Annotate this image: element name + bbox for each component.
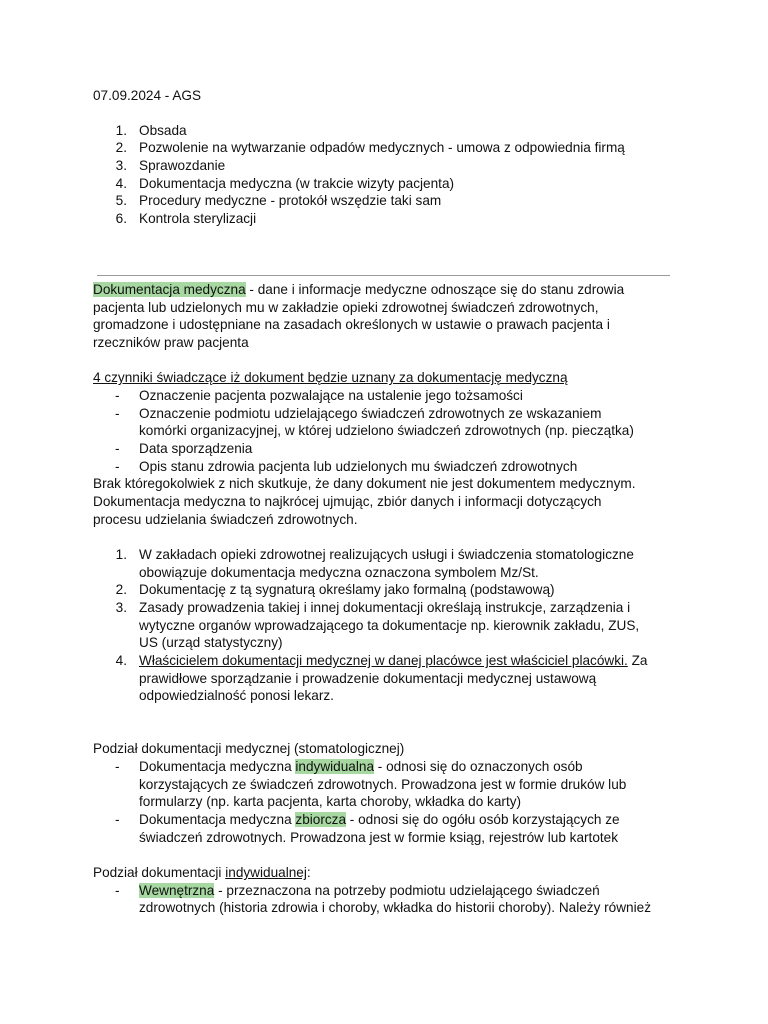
section-heading: 4 czynniki świadczące iż dokument będzie uznany za dokumentację medyczną [93, 370, 568, 385]
highlighted-term: Wewnętrzna [139, 883, 215, 898]
highlighted-term: zbiorcza [295, 812, 347, 827]
page-title: 07.09.2024 - AGS [93, 88, 202, 103]
highlighted-term: indywidualna [295, 759, 375, 774]
section-heading: Podział dokumentacji medycznej (stomatologicznej) [93, 741, 405, 756]
document-page: 07.09.2024 - AGS 1. Obsada 2. Pozwolenie na wytwarzanie odpadów medycznych - umowa z odpowiednia firmą 3. Sprawozdanie 4. Dokumentacja medyczna (w trakcie wizyty pacjenta) 5. Procedury medyczne - protokół wszędzie taki sam 6. Kontrola sterylizacji Dokumentacja medyczna - dane i informacje medyczne odnoszące się do stanu zdrowia pacjenta lub udzielonych mu w zakładzie opieki zdrowotnej świadczeń zdrowotnych, gromadzone i udostępniane na zasadach określonych w ustawie o prawach pacjenta i rzeczników praw pacjenta 4 czynniki świadczące iż dokument będzie uznany za dokumentację medyczną - Oznaczenie pacjenta pozwalające na ustalenie jego tożsamości - Oznaczenie podmiotu udzielającego świadczeń zdrowotnych ze wskazaniem komórki organizacyjnej, w której udzielono świadczeń zdrowotnych (np. pieczątka) - Data sporządzenia - Opis stanu zdrowia pacjenta lub udzielonych mu świadczeń zdrowotnych Brak któregokolwiek z nich skutkuje, że dany dokument nie jest dokumentem medycznym. Dokumentacja medyczna to najkrócej ujmując, zbiór danych i informacji dotyczących procesu udzielania świadczeń zdrowotnych. 1. W zakładach opieki zdrowotnej realizujących usługi i świadczenia stomatologiczne obowiązuje dokumentacja medyczna oznaczona symbolem Mz/St. 2. Dokumentację z tą sygnaturą określamy jako formalną (podstawową) 3. Zasady prowadzenia takiej i innej dokumentacji określają instrukcje, zarządzenia i wytyczne organów wprowadzającego ta dokumentacje np. kierownik zakładu, ZUS, US (urząd statystyczny) 4. Właścicielem dokumentacji medycznej w danej placówce jest właściciel placówki. Za prawidłowe sporządzanie i prowadzenie dokumentacji medycznej ustawową odpowiedzialność ponosi lekarz. Podział dokumentacji medycznej (stomatologicznej) - Dokumentacja medyczna indywidualna - odnosi się do oznaczonych osób korzystających ze świadczeń zdrowotnych. Prowadzona jest w formie druków lub formularzy (np. karta pacjenta, karta choroby, wkładka do karty) - Dokumentacja medyczna zbiorcza - odnosi się do ogółu osób korzystających ze świadczeń zdrowotnych. Prowadzona jest w formie ksiąg, rejestrów lub kartotek Podział dokumentacji indywidualnej: - Wewnętrzna - przeznaczona na potrzeby podmiotu udzielającego świadczeń zdrowotnych (historia zdrowia i choroby, wkładka do historii choroby). Należy również [0, 0, 768, 1024]
highlighted-term: Dokumentacja medyczna [93, 282, 246, 297]
horizontal-divider [97, 275, 670, 276]
section-heading: Podział dokumentacji indywidualnej: [93, 865, 311, 880]
